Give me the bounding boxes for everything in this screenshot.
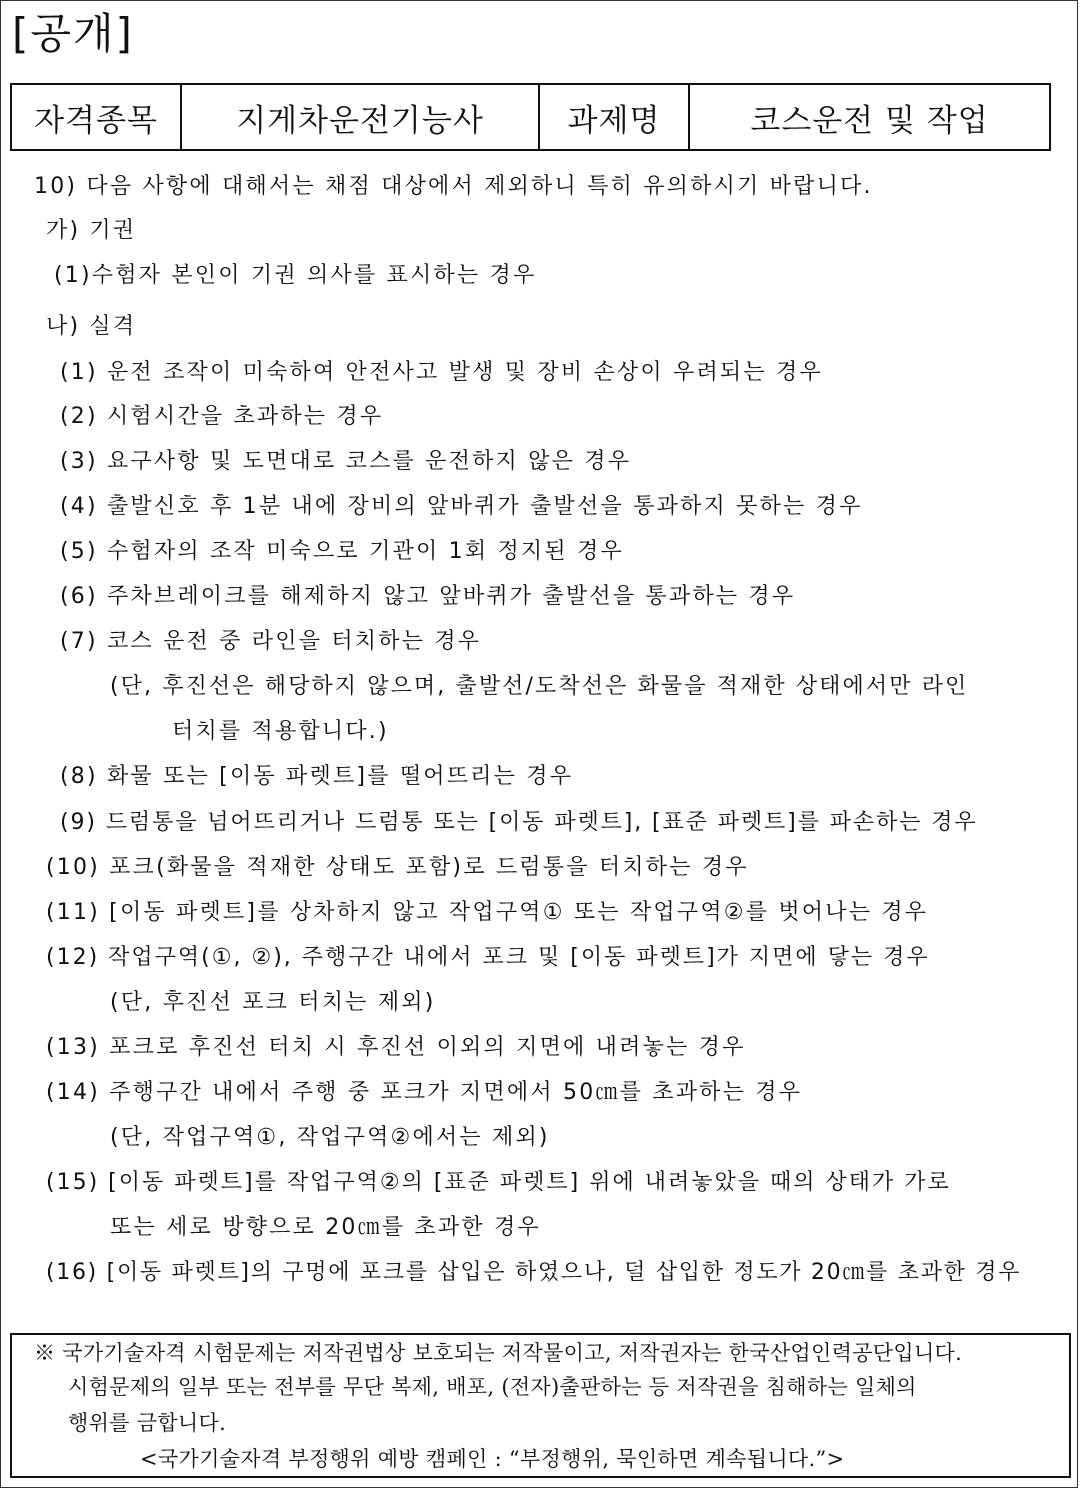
list-item bbox=[60, 762, 573, 792]
item-number: (13) bbox=[46, 1035, 100, 1060]
cert-value: 지게차운전기능사 bbox=[181, 84, 539, 150]
task-label: 과제명 bbox=[539, 84, 689, 150]
list-item bbox=[60, 492, 863, 522]
item-number: (12) bbox=[46, 945, 100, 970]
cert-label: 자격종목 bbox=[11, 84, 181, 150]
list-item bbox=[60, 447, 631, 477]
item-number: (2) bbox=[60, 404, 98, 429]
item-text: 작업구역(①, ②), 주행구간 내에서 포크 및 [이동 파렛트]가 지면에 닿는 경우 bbox=[108, 945, 930, 970]
notice-line: 행위를 금합니다. bbox=[68, 1411, 227, 1435]
list-item-continuation: (단, 후진선 포크 터치는 제외) bbox=[110, 990, 436, 1015]
notice-line: ※ 국가기술자격 시험문제는 저작권법상 보호되는 저작물이고, 저작권자는 한국산업인력공단입니다. bbox=[34, 1341, 963, 1365]
item-text: 운전 조작이 미숙하여 안전사고 발생 및 장비 손상이 우려되는 경우 bbox=[106, 360, 823, 385]
campaign-line: <국가기술자격 부정행위 예방 캠페인 : “부정행위, 묵인하면 계속됩니다.”> bbox=[140, 1447, 845, 1471]
list-item-continuation: 또는 세로 방향으로 20㎝를 초과한 경우 bbox=[110, 1215, 541, 1240]
list-item bbox=[46, 943, 930, 973]
forfeit-item: (1)수험자 본인이 기권 의사를 표시하는 경우 bbox=[54, 263, 537, 288]
section-heading-disqualify: 나) 실격 bbox=[46, 314, 137, 339]
item-number: (1) bbox=[60, 360, 98, 385]
list-item-continuation: (단, 작업구역①, 작업구역②에서는 제외) bbox=[110, 1125, 550, 1150]
list-item bbox=[46, 1258, 1021, 1288]
item-number: (16) bbox=[46, 1260, 98, 1285]
section-heading-forfeit: 가) 기권 bbox=[46, 218, 137, 243]
list-item bbox=[60, 402, 383, 432]
item-text: 시험시간을 초과하는 경우 bbox=[106, 404, 384, 429]
item-text: 주차브레이크를 해제하지 않고 앞바퀴가 출발선을 통과하는 경우 bbox=[106, 584, 796, 609]
item-text: 출발신호 후 1분 내에 장비의 앞바퀴가 출발선을 통과하지 못하는 경우 bbox=[106, 494, 863, 519]
list-item bbox=[60, 582, 795, 612]
list-item bbox=[46, 853, 749, 883]
public-tag: [공개] bbox=[12, 9, 134, 58]
list-item bbox=[60, 537, 624, 567]
item-number: (7) bbox=[60, 629, 98, 654]
item-text: 요구사항 및 도면대로 코스를 운전하지 않은 경우 bbox=[106, 449, 632, 474]
copyright-notice-box bbox=[10, 1333, 1071, 1478]
list-item bbox=[60, 358, 823, 388]
item-text: 수험자의 조작 미숙으로 기관이 1회 정지된 경우 bbox=[106, 539, 624, 564]
item-text: 주행구간 내에서 주행 중 포크가 지면에서 50㎝를 초과하는 경우 bbox=[109, 1080, 803, 1105]
task-value: 코스운전 및 작업 bbox=[689, 84, 1050, 150]
item-text: 화물 또는 [이동 파렛트]를 떨어뜨리는 경우 bbox=[106, 764, 574, 789]
item-text: 드럼통을 넘어뜨리거나 드럼통 또는 [이동 파렛트], [표준 파렛트]를 파손하는 경우 bbox=[105, 810, 978, 835]
item-text: 포크로 후진선 터치 시 후진선 이외의 지면에 내려놓는 경우 bbox=[109, 1035, 746, 1060]
item-number: (6) bbox=[60, 584, 98, 609]
list-item-continuation: 터치를 적용합니다.) bbox=[172, 719, 389, 744]
item-number: (9) bbox=[60, 810, 97, 835]
list-item bbox=[46, 1168, 951, 1198]
item-number: (14) bbox=[46, 1080, 100, 1105]
intro-text: 10) 다음 사항에 대해서는 채점 대상에서 제외하니 특히 유의하시기 바랍니다. bbox=[34, 174, 873, 199]
item-text: 포크(화물을 적재한 상태도 포함)로 드럼통을 터치하는 경우 bbox=[109, 855, 749, 880]
item-number: (10) bbox=[46, 855, 100, 880]
item-text: 코스 운전 중 라인을 터치하는 경우 bbox=[106, 629, 482, 654]
list-item bbox=[60, 808, 978, 838]
list-item bbox=[46, 1033, 746, 1063]
item-number: (8) bbox=[60, 764, 98, 789]
item-text: [이동 파렛트]를 작업구역②의 [표준 파렛트] 위에 내려놓았을 때의 상태가 가로 bbox=[108, 1170, 951, 1195]
item-number: (11) bbox=[46, 900, 100, 925]
item-text: [이동 파렛트]의 구멍에 포크를 삽입은 하였으나, 덜 삽입한 정도가 20㎝를 초과한 경우 bbox=[106, 1260, 1022, 1285]
notice-line: 시험문제의 일부 또는 전부를 무단 복제, 배포, (전자)출판하는 등 저작권을 침해하는 일체의 bbox=[68, 1375, 917, 1399]
item-number: (5) bbox=[60, 539, 98, 564]
item-number: (4) bbox=[60, 494, 98, 519]
item-number: (3) bbox=[60, 449, 98, 474]
item-text: [이동 파렛트]를 상차하지 않고 작업구역① 또는 작업구역②를 벗어나는 경우 bbox=[109, 900, 929, 925]
list-item bbox=[46, 1078, 802, 1108]
list-item bbox=[60, 627, 481, 657]
item-number: (15) bbox=[46, 1170, 100, 1195]
list-item-continuation: (단, 후진선은 해당하지 않으며, 출발선/도착선은 화물을 적재한 상태에서만 라인 bbox=[110, 674, 969, 699]
list-item bbox=[46, 898, 928, 928]
